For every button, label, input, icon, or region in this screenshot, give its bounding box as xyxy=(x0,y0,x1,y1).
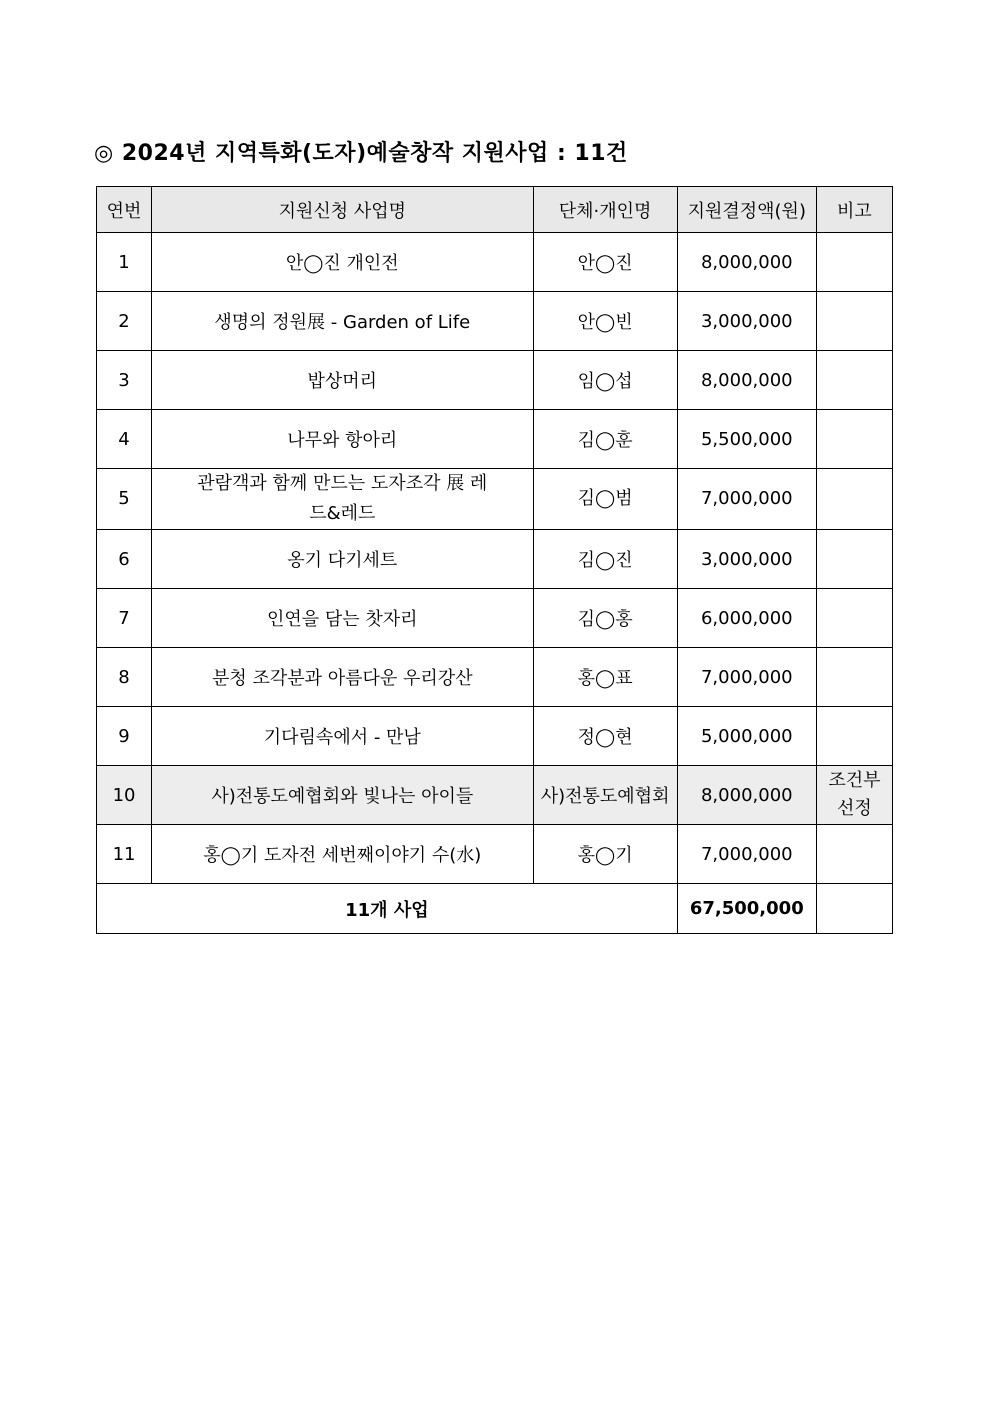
cell-no: 2 xyxy=(97,292,152,351)
header-row xyxy=(97,187,893,233)
cell-no: 9 xyxy=(97,707,152,766)
cell-project-name: 안◯진 개인전 xyxy=(152,233,533,292)
cell-applicant: 안◯빈 xyxy=(533,292,677,351)
page-title: ◎ 2024년 지역특화(도자)예술창작 지원사업 : 11건 xyxy=(94,141,628,166)
cell-note: 조건부 선정 xyxy=(816,766,892,825)
table-row xyxy=(97,410,893,469)
cell-applicant: 홍◯기 xyxy=(533,825,677,884)
cell-amount: 5,000,000 xyxy=(677,707,816,766)
total-label: 11개 사업 xyxy=(97,884,678,934)
cell-project-name: 나무와 항아리 xyxy=(152,410,533,469)
cell-applicant: 김◯진 xyxy=(533,530,677,589)
cell-no: 11 xyxy=(97,825,152,884)
table-row xyxy=(97,469,893,530)
header-note: 비고 xyxy=(816,187,892,233)
table-row xyxy=(97,292,893,351)
cell-project-name: 사)전통도예협회와 빛나는 아이들 xyxy=(152,766,533,825)
cell-project-name-text: 관람객과 함께 만드는 도자조각 展 레드&레드 xyxy=(197,473,488,524)
cell-note xyxy=(816,648,892,707)
support-table xyxy=(96,186,893,934)
cell-applicant: 김◯범 xyxy=(533,469,677,530)
header-no: 연번 xyxy=(97,187,152,233)
cell-amount: 7,000,000 xyxy=(677,469,816,530)
cell-project-name: 옹기 다기세트 xyxy=(152,530,533,589)
cell-no: 7 xyxy=(97,589,152,648)
cell-amount: 6,000,000 xyxy=(677,589,816,648)
total-amount: 67,500,000 xyxy=(677,884,816,934)
table-row xyxy=(97,233,893,292)
cell-note xyxy=(816,707,892,766)
cell-amount: 8,000,000 xyxy=(677,766,816,825)
header-project-name: 지원신청 사업명 xyxy=(152,187,533,233)
cell-applicant: 김◯홍 xyxy=(533,589,677,648)
cell-note xyxy=(816,825,892,884)
cell-no: 10 xyxy=(97,766,152,825)
cell-applicant: 김◯훈 xyxy=(533,410,677,469)
cell-applicant: 임◯섭 xyxy=(533,351,677,410)
cell-applicant: 홍◯표 xyxy=(533,648,677,707)
header-applicant: 단체·개인명 xyxy=(533,187,677,233)
cell-no: 1 xyxy=(97,233,152,292)
cell-no: 6 xyxy=(97,530,152,589)
cell-note xyxy=(816,233,892,292)
table-row xyxy=(97,825,893,884)
cell-no: 4 xyxy=(97,410,152,469)
cell-amount: 3,000,000 xyxy=(677,530,816,589)
cell-project-name xyxy=(152,469,533,530)
cell-amount: 5,500,000 xyxy=(677,410,816,469)
table-row xyxy=(97,766,893,825)
cell-applicant: 안◯진 xyxy=(533,233,677,292)
header-amount: 지원결정액(원) xyxy=(677,187,816,233)
cell-no: 5 xyxy=(97,469,152,530)
cell-project-name: 홍◯기 도자전 세번째이야기 수(水) xyxy=(152,825,533,884)
table-row xyxy=(97,648,893,707)
table-row xyxy=(97,707,893,766)
total-row xyxy=(97,884,893,934)
cell-no: 8 xyxy=(97,648,152,707)
cell-note xyxy=(816,351,892,410)
cell-amount: 8,000,000 xyxy=(677,351,816,410)
cell-note xyxy=(816,589,892,648)
cell-applicant: 정◯현 xyxy=(533,707,677,766)
cell-amount: 7,000,000 xyxy=(677,825,816,884)
cell-project-name: 기다림속에서 - 만남 xyxy=(152,707,533,766)
cell-applicant: 사)전통도예협회 xyxy=(533,766,677,825)
cell-note xyxy=(816,410,892,469)
cell-project-name: 밥상머리 xyxy=(152,351,533,410)
cell-amount: 7,000,000 xyxy=(677,648,816,707)
cell-note xyxy=(816,292,892,351)
table-row xyxy=(97,351,893,410)
cell-amount: 8,000,000 xyxy=(677,233,816,292)
cell-project-name: 인연을 담는 찻자리 xyxy=(152,589,533,648)
cell-project-name: 분청 조각분과 아름다운 우리강산 xyxy=(152,648,533,707)
cell-project-name: 생명의 정원展 - Garden of Life xyxy=(152,292,533,351)
table-row xyxy=(97,589,893,648)
total-note xyxy=(816,884,892,934)
table-row xyxy=(97,530,893,589)
cell-amount: 3,000,000 xyxy=(677,292,816,351)
cell-note xyxy=(816,469,892,530)
cell-note xyxy=(816,530,892,589)
cell-no: 3 xyxy=(97,351,152,410)
